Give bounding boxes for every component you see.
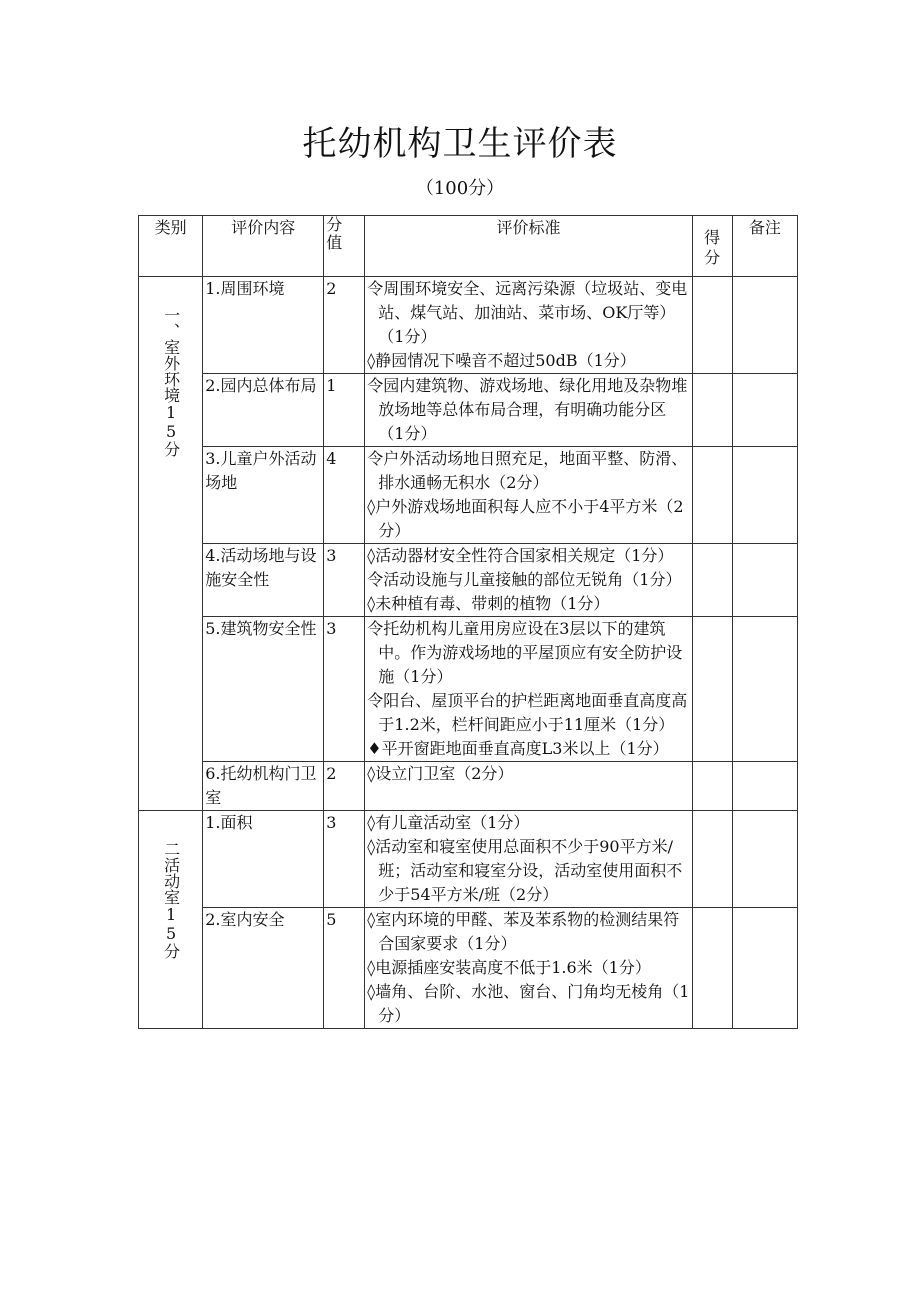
- header-score-label: 分 值: [326, 215, 343, 252]
- category-label: 一、室外环境15分: [161, 307, 181, 457]
- score-cell: 1: [324, 374, 365, 447]
- evaluation-table: [138, 215, 798, 1029]
- criterion-text: ◊设立门卫室（2分）: [367, 764, 514, 783]
- criteria-cell: [365, 447, 692, 544]
- content-cell: 2.园内总体布局: [203, 374, 324, 447]
- category-label: 二活动室15分: [161, 841, 181, 959]
- score-cell: 5: [324, 908, 365, 1029]
- table-header-row: [139, 216, 798, 277]
- table-row: [139, 762, 798, 811]
- score-cell: 3: [324, 617, 365, 762]
- criterion-text: ◊室内环境的甲醛、苯及苯系物的检测结果符合国家要求（1分）: [367, 910, 680, 953]
- table-row: [139, 374, 798, 447]
- page-subtitle: （100分）: [415, 178, 505, 199]
- content-cell: 6.托幼机构门卫室: [203, 762, 324, 811]
- table-row: [139, 617, 798, 762]
- criterion-text: ◊静园情况下噪音不超过50dB（1分）: [367, 351, 636, 370]
- criteria-cell: [365, 617, 692, 762]
- table-row: [139, 544, 798, 617]
- header-note: 备注: [732, 216, 797, 277]
- got-score-cell[interactable]: [692, 447, 732, 544]
- criterion-text: 令园内建筑物、游戏场地、绿化用地及杂物堆放场地等总体布局合理，有明确功能分区（1分）: [367, 376, 688, 443]
- category-wrap: [141, 277, 200, 457]
- got-score-cell[interactable]: [692, 374, 732, 447]
- page-title: 托幼机构卫生评价表: [302, 124, 618, 164]
- header-got: [692, 216, 732, 277]
- criterion-text: ♦平开窗距地面垂直高度L3米以上（1分）: [367, 739, 669, 758]
- note-cell[interactable]: [732, 908, 797, 1029]
- criterion-text: 令周围环境安全、远离污染源（垃圾站、变电站、煤气站、加油站、菜市场、OK厅等）（1分）: [367, 279, 688, 346]
- note-cell[interactable]: [732, 544, 797, 617]
- header-criteria: 评价标准: [365, 216, 692, 277]
- score-cell: 2: [324, 762, 365, 811]
- content-cell: 2.室内安全: [203, 908, 324, 1029]
- content-cell: 3.儿童户外活动场地: [203, 447, 324, 544]
- note-cell[interactable]: [732, 277, 797, 374]
- note-cell[interactable]: [732, 374, 797, 447]
- content-cell: 1.面积: [203, 811, 324, 908]
- criterion-text: ◊户外游戏场地面积每人应不小于4平方米（2分）: [367, 497, 684, 540]
- table-row: [139, 277, 798, 374]
- criterion-text: ◊未种植有毒、带刺的植物（1分）: [367, 594, 610, 613]
- score-cell: 3: [324, 544, 365, 617]
- content-cell: 5.建筑物安全性: [203, 617, 324, 762]
- table-body: [139, 277, 798, 1029]
- note-cell[interactable]: [732, 447, 797, 544]
- header-content: 评价内容: [203, 216, 324, 277]
- content-cell: 1.周围环境: [203, 277, 324, 374]
- header-category: 类别: [139, 216, 203, 277]
- table-row: [139, 908, 798, 1029]
- header-got-label: 得 分: [704, 228, 721, 267]
- note-cell[interactable]: [732, 617, 797, 762]
- got-score-cell[interactable]: [692, 617, 732, 762]
- criterion-text: 令户外活动场地日照充足，地面平整、防滑、排水通畅无积水（2分）: [367, 449, 688, 492]
- criteria-cell: [365, 811, 692, 908]
- criteria-cell: [365, 374, 692, 447]
- header-score: [324, 216, 365, 277]
- table-row: [139, 447, 798, 544]
- criterion-text: ◊活动器材安全性符合国家相关规定（1分）: [367, 546, 674, 565]
- criterion-text: ◊活动室和寝室使用总面积不少于90平方米/班；活动室和寝室分设，活动室使用面积不少于54平方米/班（2分）: [367, 837, 683, 904]
- criteria-cell: [365, 908, 692, 1029]
- score-cell: 3: [324, 811, 365, 908]
- criterion-text: ◊有儿童活动室（1分）: [367, 813, 530, 832]
- note-cell[interactable]: [732, 762, 797, 811]
- score-cell: 4: [324, 447, 365, 544]
- criterion-text: 令托幼机构儿童用房应设在3层以下的建筑中。作为游戏场地的平屋顶应有安全防护设施（1分）: [367, 619, 683, 686]
- category-cell: [139, 277, 203, 811]
- got-score-cell[interactable]: [692, 908, 732, 1029]
- note-cell[interactable]: [732, 811, 797, 908]
- category-wrap: [141, 811, 200, 959]
- criterion-text: 令阳台、屋顶平台的护栏距离地面垂直高度高于1.2米，栏杆间距应小于11厘米（1分）: [367, 691, 688, 734]
- got-score-cell[interactable]: [692, 277, 732, 374]
- criteria-cell: [365, 277, 692, 374]
- got-score-cell[interactable]: [692, 811, 732, 908]
- criterion-text: ◊墙角、台阶、水池、窗台、门角均无棱角（1分）: [367, 982, 690, 1025]
- content-cell: 4.活动场地与设施安全性: [203, 544, 324, 617]
- criteria-cell: [365, 544, 692, 617]
- criteria-cell: [365, 762, 692, 811]
- table-row: [139, 811, 798, 908]
- criterion-text: ◊电源插座安装高度不低于1.6米（1分）: [367, 958, 651, 977]
- score-cell: 2: [324, 277, 365, 374]
- got-score-cell[interactable]: [692, 762, 732, 811]
- category-cell: [139, 811, 203, 1029]
- got-score-cell[interactable]: [692, 544, 732, 617]
- criterion-text: 令活动设施与儿童接触的部位无锐角（1分）: [367, 570, 682, 589]
